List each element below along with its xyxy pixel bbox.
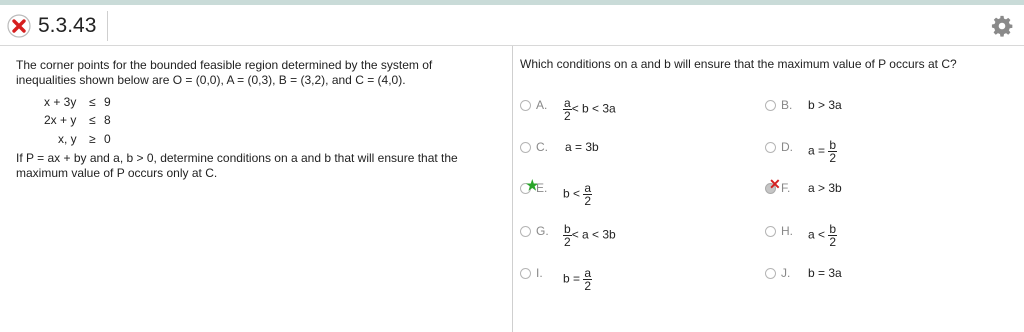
problem-number: 5.3.43 [38,14,97,37]
choice-f-letter: F. [781,181,791,195]
choice-h-frac-den: 2 [829,235,837,249]
choice-g-frac-den: 2 [564,235,571,249]
choice-g-letter: G. [536,224,549,238]
problem-condition-line-1: If P = ax + by and a, b > 0, determine conditions on a and b that will ensure that the [16,151,458,165]
choice-e-pre: b < [563,186,581,201]
choice-d-fraction [828,139,837,164]
inequality-3-op: ≥ [89,132,96,146]
choice-b-expression: b > 3a [808,98,842,112]
choice-i-frac-num: a [584,266,592,280]
problem-condition-line-2: maximum value of P occurs only at C. [16,166,218,180]
choice-j-radio[interactable] [765,268,776,279]
choice-h-fraction [828,223,837,248]
choice-j-letter: J. [781,266,791,280]
choice-f-expression: a > 3b [808,181,842,195]
correct-star-icon: ★ [526,177,539,193]
choice-h-expression [808,223,837,248]
inequality-3-rhs: 0 [104,132,111,146]
header-divider [107,11,108,41]
answer-panel [513,46,1024,332]
inequality-2-rhs: 8 [104,113,111,127]
choice-c-radio[interactable] [520,142,531,153]
choice-i-frac-den: 2 [584,279,592,293]
inequality-2-lhs: 2x + y [44,113,77,127]
choice-d-frac-num: b [829,138,837,152]
choice-b-radio[interactable] [765,100,776,111]
choice-d-frac-den: 2 [829,151,837,165]
inequality-1-rhs: 9 [104,95,111,109]
choice-a-fraction [563,97,572,122]
choice-g-post: < a < 3b [571,227,616,242]
choice-a-radio[interactable] [520,100,531,111]
choice-e-fraction [583,182,592,207]
choice-g-radio[interactable] [520,226,531,237]
choice-i-letter: I. [536,266,543,280]
choice-h-frac-num: b [829,222,837,236]
choice-i-radio[interactable] [520,268,531,279]
choice-e-letter: E. [536,181,548,195]
choice-a-post: < b < 3a [571,101,616,116]
choice-a-letter: A. [536,98,548,112]
problem-intro [16,58,432,88]
gear-icon[interactable] [991,15,1013,37]
header-bar [0,5,1024,46]
choice-d-radio[interactable] [765,142,776,153]
choice-g-frac-num: b [564,222,571,236]
choice-j-expression: b = 3a [808,266,842,280]
choice-c-expression: a = 3b [565,140,599,154]
choice-e-frac-den: 2 [584,194,592,208]
choice-a-frac-num: a [564,96,571,110]
choice-g-expression [563,223,616,248]
choice-d-expression [808,139,837,164]
inequality-1-op: ≤ [89,95,96,109]
choice-h-radio[interactable] [765,226,776,237]
inequality-3-lhs: x, y [58,132,77,146]
choice-i-pre: b = [563,271,581,286]
choice-d-letter: D. [781,140,793,154]
incorrect-x-icon [7,14,31,38]
choice-a-expression [563,97,616,122]
choice-b-letter: B. [781,98,793,112]
question-text: Which conditions on a and b will ensure that the maximum value of P occurs at C? [520,57,957,71]
choice-e-frac-num: a [584,181,592,195]
choice-g-fraction [563,223,572,248]
choice-c-letter: C. [536,140,548,154]
problem-intro-line-1: The corner points for the bounded feasible region determined by the system of [16,58,433,72]
choice-a-frac-den: 2 [564,109,571,123]
choice-e-expression [563,182,592,207]
problem-panel [0,46,513,332]
inequality-2-op: ≤ [89,113,96,127]
choice-i-fraction [583,267,592,292]
incorrect-x-mark-icon: ✕ [769,176,781,192]
choice-h-pre: a < [808,227,826,242]
problem-intro-line-2: inequalities shown below are O = (0,0), A = (0,3), B = (3,2), and C = (4,0). [16,73,406,87]
inequality-1-lhs: x + 3y [44,95,77,109]
problem-condition [16,151,458,181]
choice-h-letter: H. [781,224,793,238]
choice-d-pre: a = [808,143,826,158]
choice-i-expression [563,267,592,292]
